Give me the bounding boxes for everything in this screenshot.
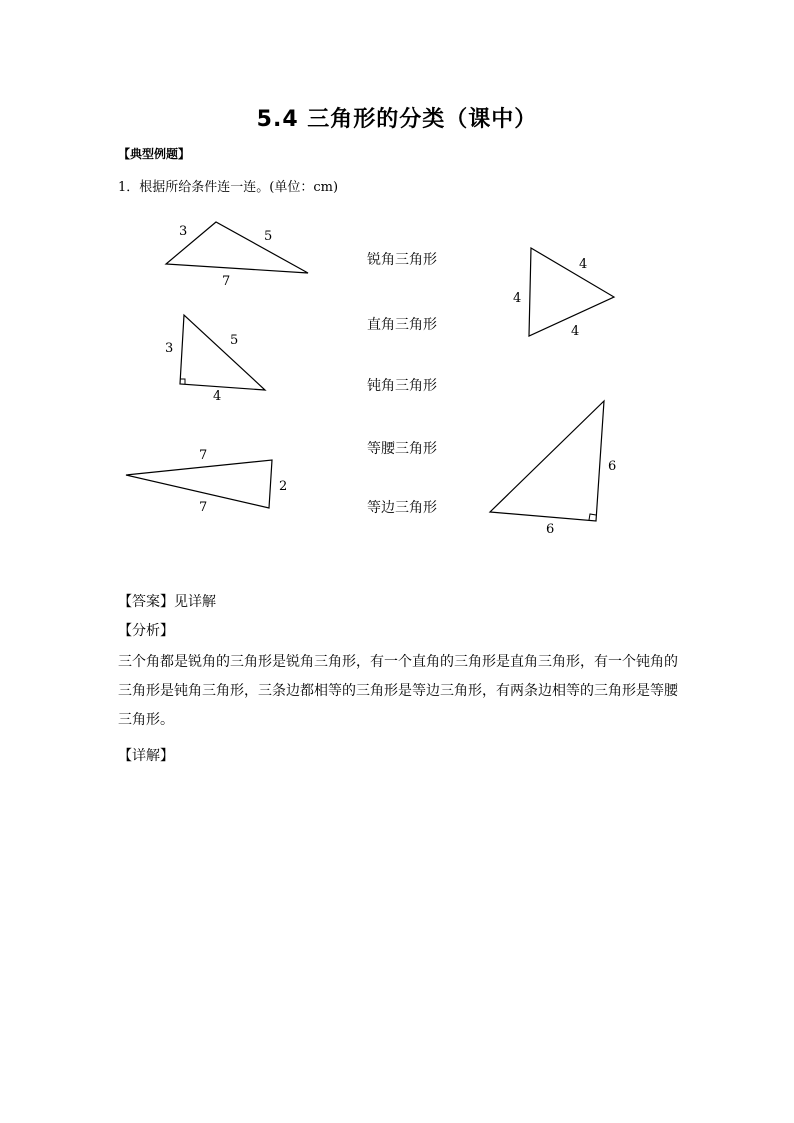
triangle-5[interactable] xyxy=(490,401,616,537)
t5-side-a: 6 xyxy=(608,459,617,474)
category-equilateral[interactable]: 等边三角形 xyxy=(367,500,437,516)
triangle-figures xyxy=(0,0,794,560)
detail-heading: 【详解】 xyxy=(118,748,174,764)
t2-side-c: 4 xyxy=(213,389,222,404)
category-acute[interactable]: 锐角三角形 xyxy=(367,252,437,268)
triangle-3[interactable] xyxy=(126,448,287,515)
section-tag: 【典型例题】 xyxy=(118,147,191,161)
analysis-text: 三个角都是锐角的三角形是锐角三角形，有一个直角的三角形是直角三角形，有一个钝角的三角形是钝角三角形，三条边都相等的三角形是等边三角形，有两条边相等的三角形是等腰三角形。 xyxy=(118,654,678,728)
t1-side-c: 7 xyxy=(222,274,231,289)
t1-side-b: 5 xyxy=(264,229,273,244)
t3-side-c: 7 xyxy=(199,500,208,515)
t2-side-b: 5 xyxy=(230,333,239,348)
t4-side-b: 4 xyxy=(513,291,522,306)
answer-line: 【答案】见详解 xyxy=(118,594,216,610)
category-isosceles[interactable]: 等腰三角形 xyxy=(367,441,437,457)
t3-side-a: 7 xyxy=(199,448,208,463)
category-right[interactable]: 直角三角形 xyxy=(367,317,437,333)
page-title: 5.4 三角形的分类（课中） xyxy=(256,107,538,132)
question-text: 1．根据所给条件连一连。(单位：cm) xyxy=(118,180,339,195)
t5-side-b: 6 xyxy=(546,522,555,537)
triangle-1[interactable] xyxy=(166,222,308,289)
t1-side-a: 3 xyxy=(179,224,188,239)
t3-side-b: 2 xyxy=(279,479,288,494)
category-obtuse[interactable]: 钝角三角形 xyxy=(367,378,437,394)
t2-side-a: 3 xyxy=(165,341,174,356)
triangle-2[interactable] xyxy=(165,315,265,404)
analysis-heading: 【分析】 xyxy=(118,623,174,639)
triangle-4[interactable] xyxy=(513,248,614,339)
t4-side-c: 4 xyxy=(571,324,580,339)
t4-side-a: 4 xyxy=(579,257,588,272)
